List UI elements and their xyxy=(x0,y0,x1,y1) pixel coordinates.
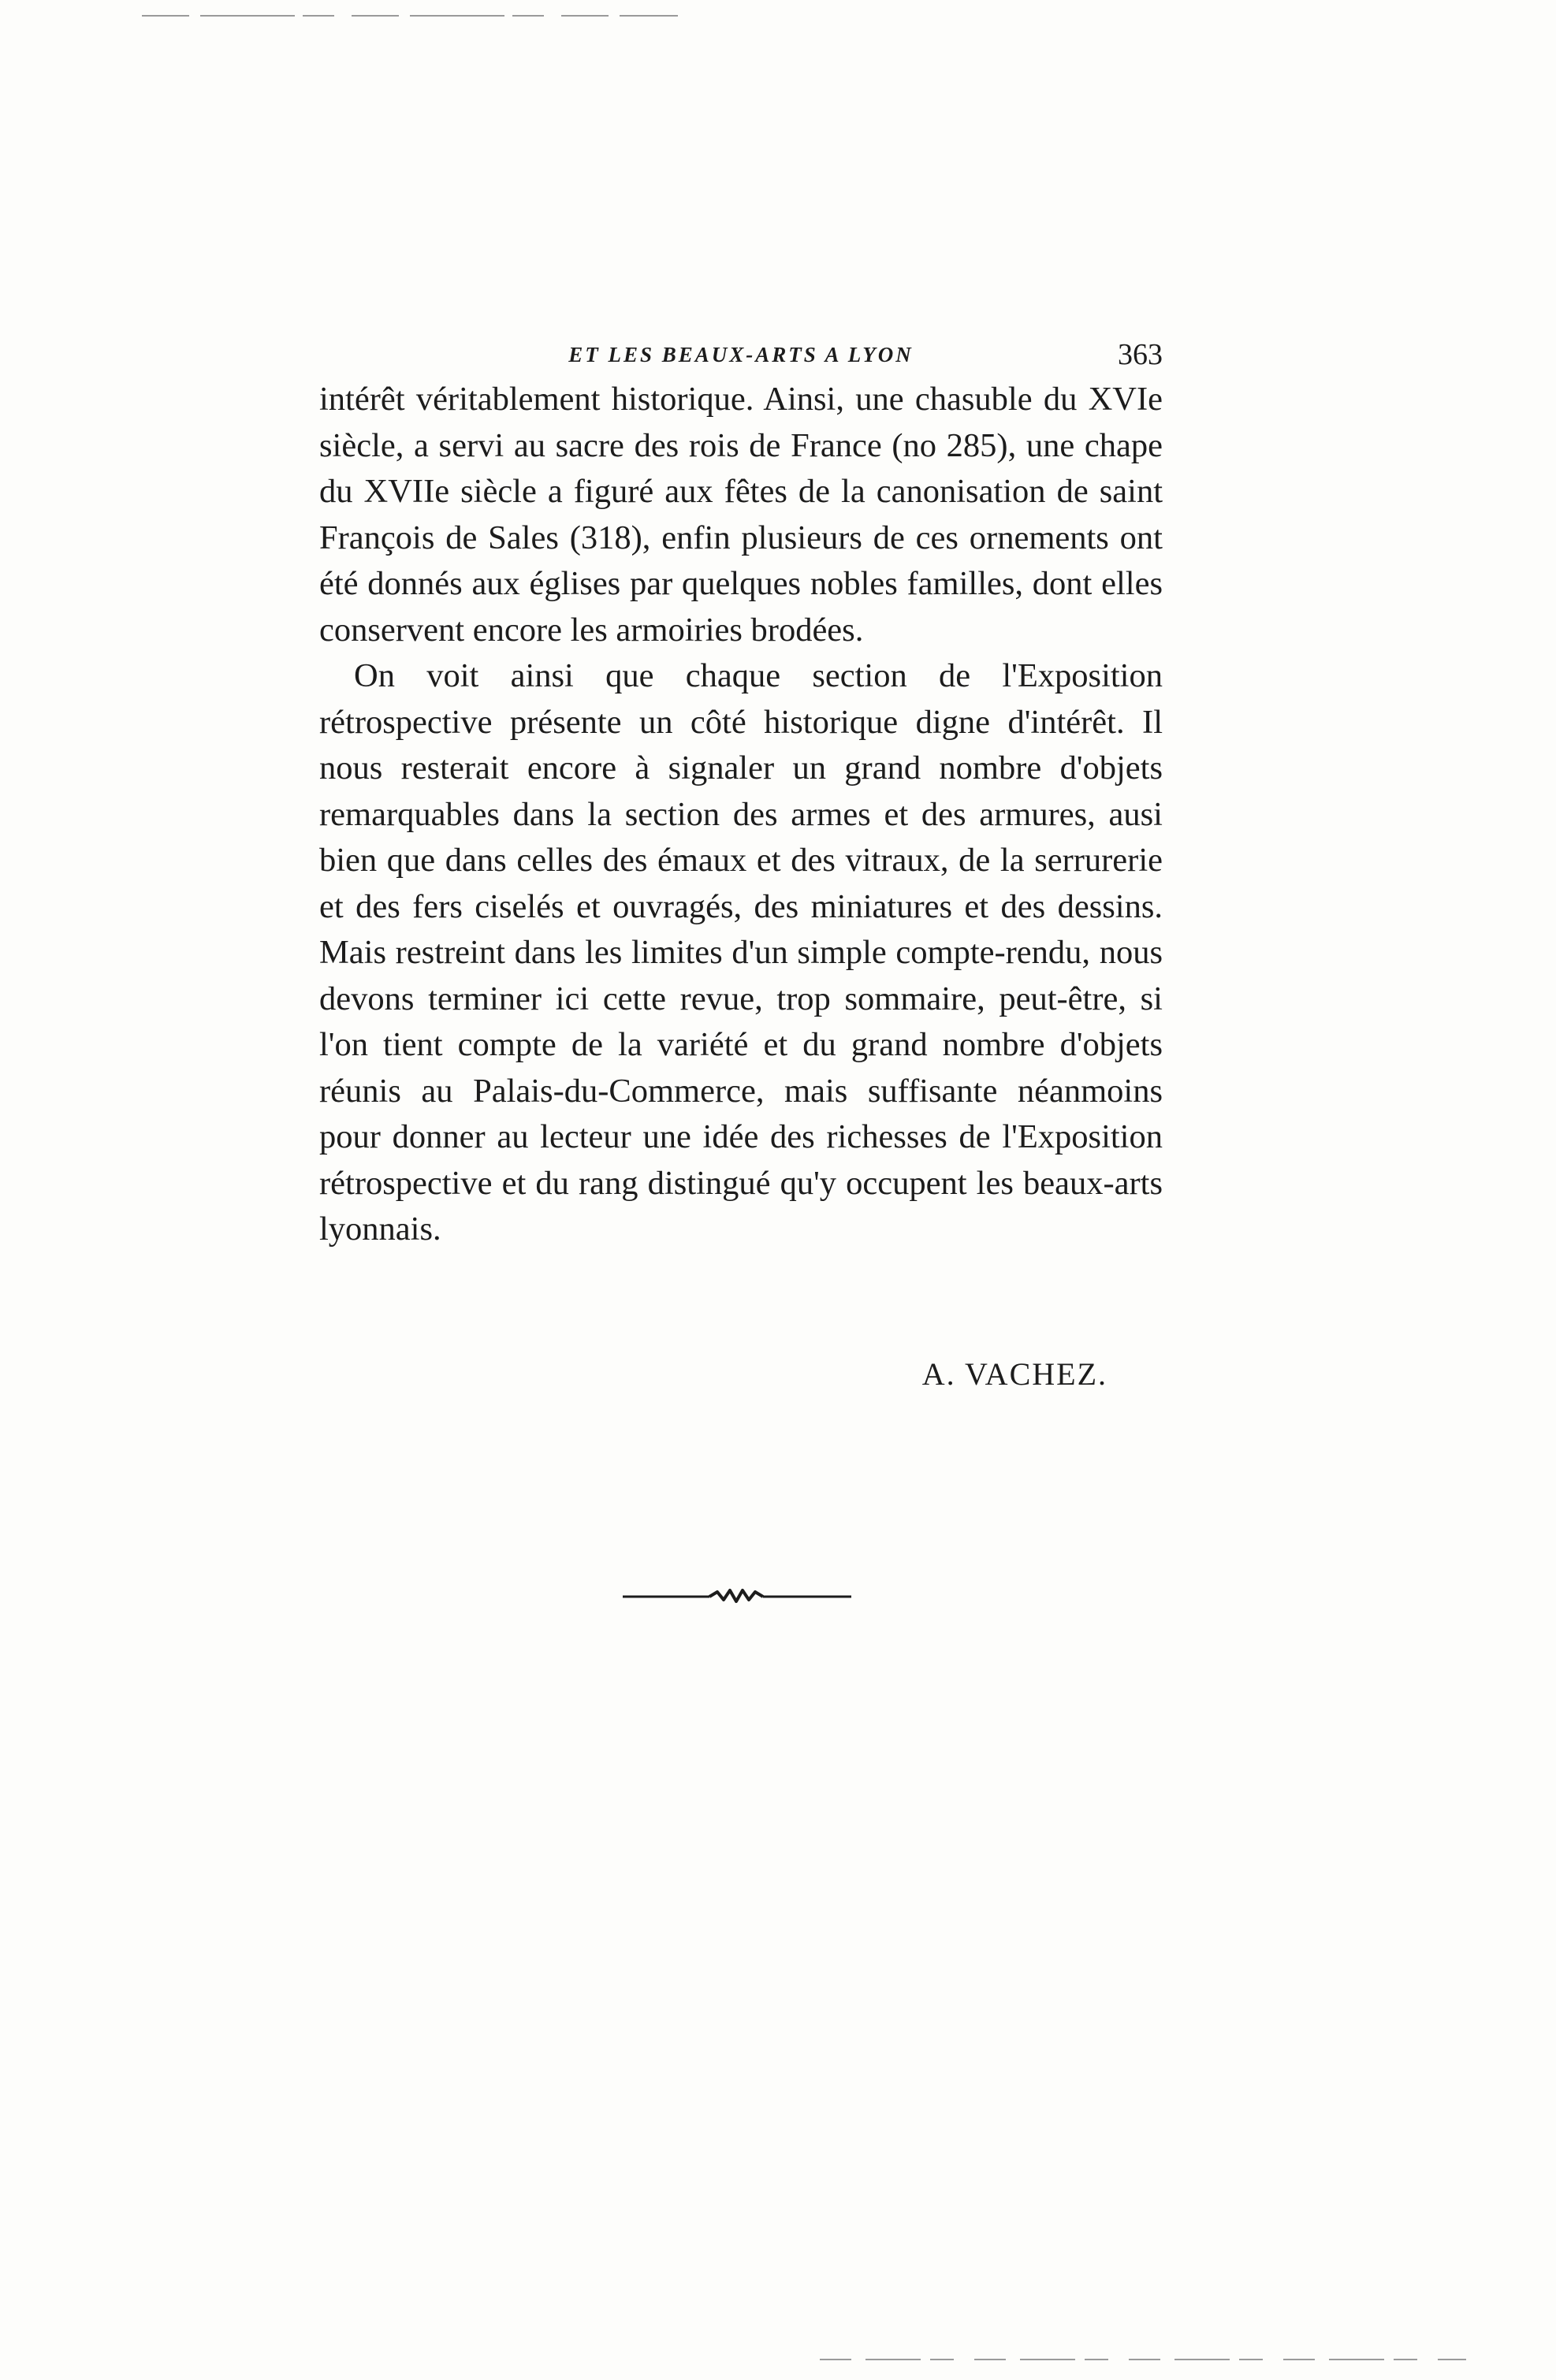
author-signature: A. VACHEZ. xyxy=(921,1356,1107,1392)
article-text xyxy=(319,377,1163,1253)
page-number: 363 xyxy=(1118,338,1163,371)
scan-edge-bottom xyxy=(0,2358,1556,2361)
running-head xyxy=(319,331,1163,378)
decorative-rule-icon xyxy=(623,1584,851,1608)
running-title: ET LES BEAUX-ARTS A LYON xyxy=(568,343,914,366)
scan-edge-top xyxy=(0,14,1556,17)
paragraph: On voit ainsi que chaque section de l'Exposition rétrospective présente un côté historique digne d'intérêt. Il nous resterait encore à signaler un grand nombre d'objets remarquables dans la section des armes et des armures, ausi bien que dans celles des émaux et des vitraux, de la serrurerie et des fers ciselés et ouvragés, des miniatures et des dessins. Mais restreint dans les limites d'un simple compte-rendu, nous devons terminer ici cette revue, trop sommaire, peut-être, si l'on tient compte de la variété et du grand nombre d'objets réunis au Palais-du-Commerce, mais suffisante néanmoins pour donner au lecteur une idée des richesses de l'Exposition rétrospective et du rang distingué qu'y occupent les beaux-arts lyonnais. xyxy=(319,657,1163,1248)
paragraph-continued: intérêt véritablement historique. Ainsi, une chasuble du XVIe siècle, a servi au sacre des rois de France (no 285), une chape du XVIIe siècle a figuré aux fêtes de la canonisation de saint François de Sales (318), enfin plusieurs de ces ornements ont été donnés aux églises par quelques nobles familles, dont elles conservent encore les armoiries brodées. xyxy=(319,381,1163,649)
